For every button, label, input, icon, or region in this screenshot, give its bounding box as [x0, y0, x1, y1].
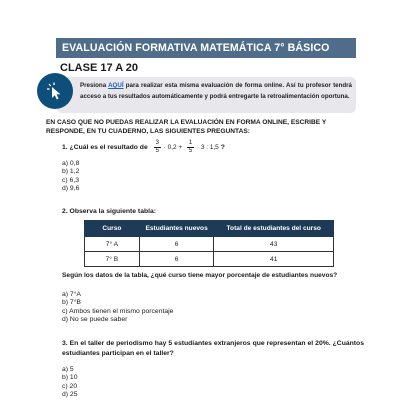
- question-3-options: [62, 366, 78, 400]
- question-2-options: [62, 291, 173, 325]
- question-1-prompt: [62, 140, 225, 155]
- online-evaluation-link[interactable]: AQUÍ: [108, 82, 124, 89]
- fraction-numerator: 1: [188, 140, 193, 146]
- fraction-one-fifth: [187, 140, 194, 155]
- option-d[interactable]: d) 25: [62, 391, 78, 399]
- table-cell: 7° B: [85, 252, 140, 267]
- option-c[interactable]: c) 20: [62, 382, 78, 390]
- page-title: EVALUACIÓN FORMATIVA MATEMÁTICA 7° BÁSICO: [62, 42, 330, 54]
- callout-text-end: para realizar esta misma evaluación de forma online. Así tu profesor tendrá acceso a tus resultados automáticamente y podrá entregarte la retroalimentación oportuna.: [80, 82, 352, 100]
- table-header-row: [85, 221, 334, 237]
- option-b[interactable]: b) 10: [62, 374, 78, 382]
- cursor-click-icon-svg: [44, 80, 66, 102]
- class-range-heading: CLASE 17 A 20: [60, 62, 139, 74]
- online-callout-text: [80, 80, 352, 102]
- option-a[interactable]: a) 7°A: [62, 291, 81, 298]
- question-3-prompt: 3. En el taller de periodismo hay 5 estudiantes extranjeros que representan el 20%. ¿Cuántos estudiantes participan en el taller?: [62, 340, 364, 357]
- question-1-text: 1. ¿Cuál es el resultado de: [62, 144, 148, 151]
- fraction-numerator: 3: [155, 140, 159, 146]
- table-cell: 6: [139, 252, 214, 267]
- table-row: [85, 237, 334, 252]
- table-cell: 43: [214, 237, 334, 252]
- expression-tail: · 3 : 1,5: [197, 144, 219, 151]
- question-2-question: Según los datos de la tabla, ¿qué curso tiene mayor porcentaje de estudiantes nuevos?: [62, 272, 338, 279]
- fraction-denominator: 5: [155, 148, 159, 154]
- option-d[interactable]: d) No se puede saber: [62, 316, 128, 324]
- table-row: [85, 252, 334, 267]
- expression-middle: · 0,2 +: [163, 144, 183, 151]
- option-b[interactable]: b) 7°B: [62, 299, 81, 307]
- table-cell: 6: [139, 237, 214, 252]
- instructions-text: EN CASO QUE NO PUEDAS REALIZAR LA EVALUACIÓN EN FORMA ONLINE, ESCRIBE Y RESPONDE, EN TU CUADERNO, LAS SIGUIENTES PREGUNTAS:: [46, 119, 327, 135]
- option-c[interactable]: c) 6,3: [62, 176, 79, 184]
- question-1-options: [62, 160, 79, 194]
- table-cell: 7° A: [85, 237, 140, 252]
- option-a[interactable]: a) 5: [62, 366, 74, 373]
- column-header-curso: Curso: [85, 221, 140, 237]
- cursor-click-icon: [37, 73, 73, 109]
- callout-text-start: Presiona: [80, 82, 109, 89]
- students-table: [84, 220, 334, 267]
- column-header-total: Total de estudiantes del curso: [214, 221, 334, 237]
- question-2-prompt: 2. Observa la siguiente tabla:: [62, 208, 157, 215]
- fraction-three-fifths: [154, 140, 161, 155]
- column-header-nuevos: Estudiantes nuevos: [139, 221, 214, 237]
- question-mark: ?: [220, 144, 225, 151]
- option-a[interactable]: a) 0,8: [62, 160, 80, 167]
- table-cell: 41: [214, 252, 334, 267]
- option-d[interactable]: d) 9,6: [62, 185, 80, 193]
- evaluation-title-bar: [56, 38, 356, 58]
- fraction-denominator: 5: [188, 148, 193, 154]
- option-c[interactable]: c) Ambos tienen el mismo porcentaje: [62, 307, 174, 315]
- option-b[interactable]: b) 1,2: [62, 168, 80, 176]
